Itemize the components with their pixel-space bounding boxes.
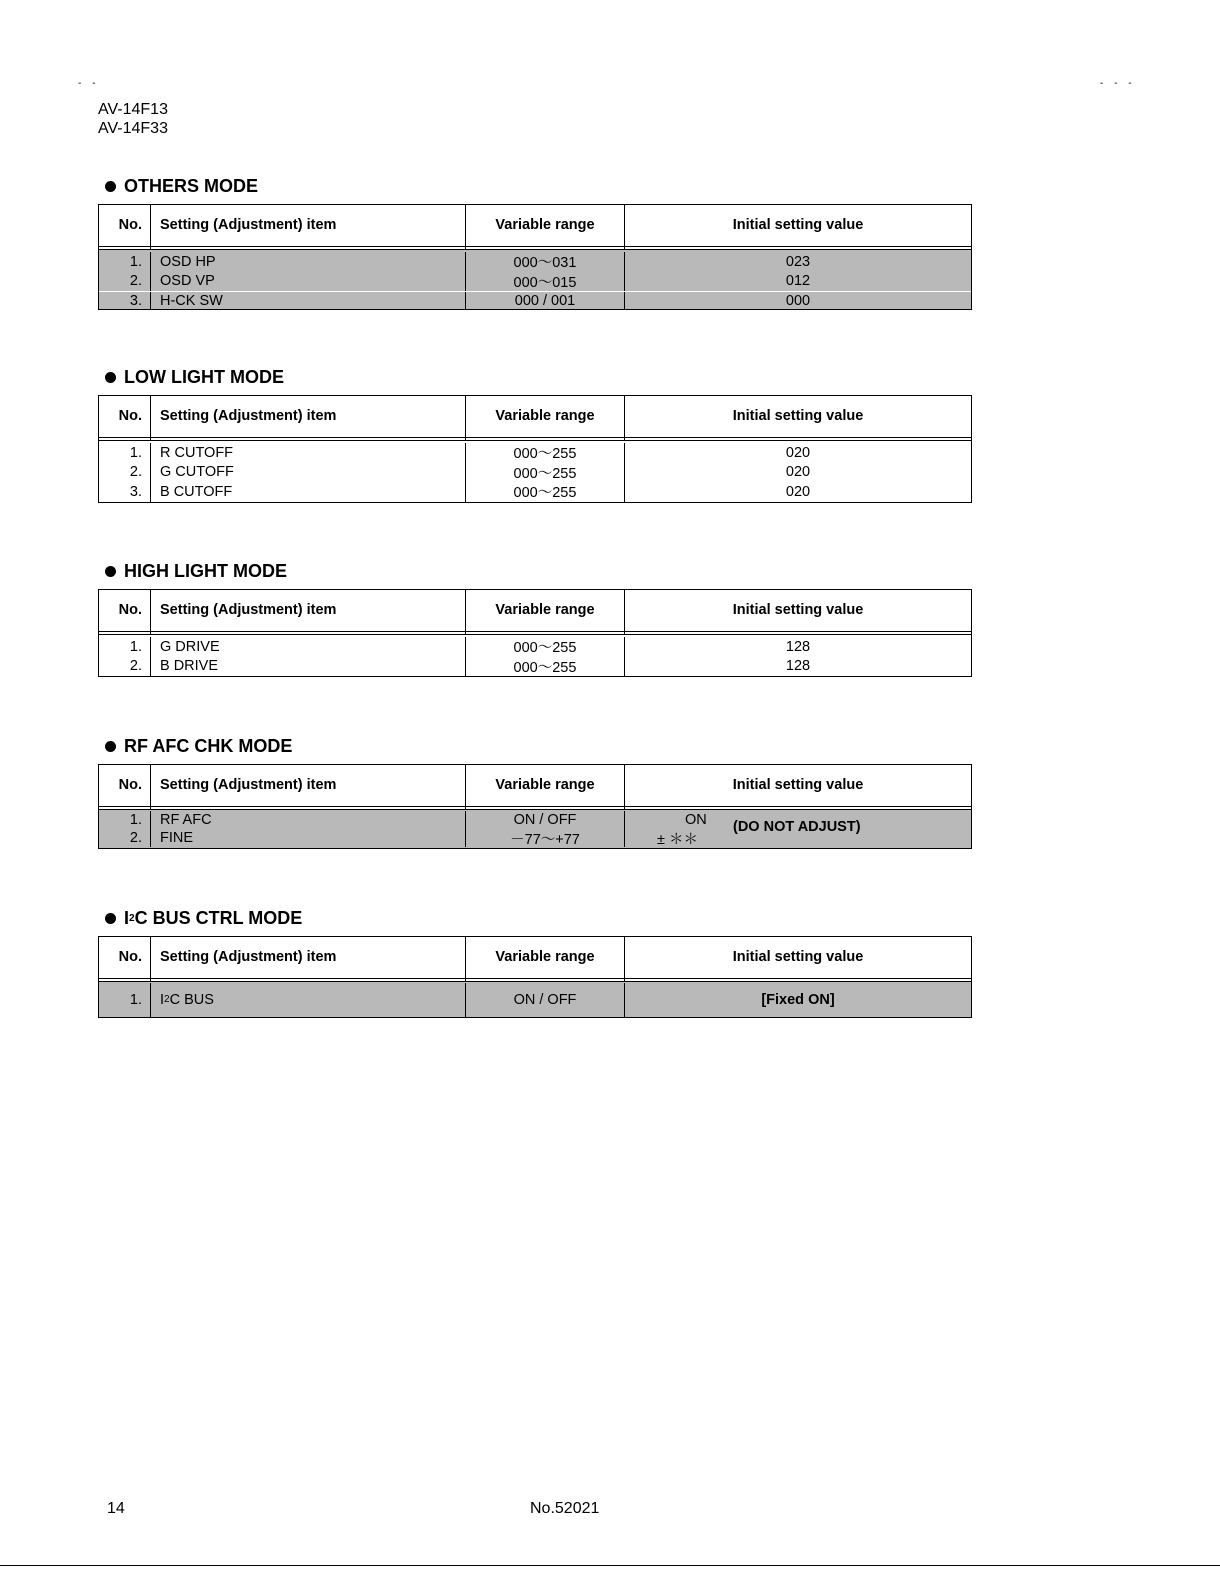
header-initial: Initial setting value xyxy=(732,602,864,618)
header-no: No. xyxy=(99,590,151,634)
row-range: 000～255 xyxy=(466,443,625,463)
table-row xyxy=(99,983,971,1017)
table-body xyxy=(99,250,971,309)
row-no: 1. xyxy=(99,637,151,657)
i2c-bus-ctrl-mode-table xyxy=(98,936,972,1018)
header-item: Setting (Adjustment) item xyxy=(151,396,466,440)
do-not-adjust-note: (DO NOT ADJUST) xyxy=(733,819,861,835)
row-item: RF AFC xyxy=(151,811,466,829)
page-number: 14 xyxy=(107,1500,125,1517)
row-item: OSD HP xyxy=(151,252,466,272)
bullet-icon xyxy=(105,913,116,924)
row-initial: 012 xyxy=(785,273,811,290)
table-header xyxy=(99,205,971,250)
table-body xyxy=(99,635,971,676)
row-range: 000～255 xyxy=(466,637,625,657)
row-range: ON / OFF xyxy=(466,983,625,1017)
model-number-1: AV-14F13 xyxy=(98,101,168,118)
bottom-rule xyxy=(0,1565,1220,1566)
bullet-icon xyxy=(105,566,116,577)
table-header xyxy=(99,937,971,982)
header-no: No. xyxy=(99,937,151,981)
row-initial: 128 xyxy=(785,658,811,675)
row-no: 1. xyxy=(99,252,151,272)
row-initial: 000 xyxy=(785,292,811,309)
row-initial: ± ＊＊ xyxy=(657,831,698,848)
row-range: 000～255 xyxy=(466,657,625,677)
row-range: 000～015 xyxy=(466,272,625,292)
header-no: No. xyxy=(99,765,151,809)
row-item: B DRIVE xyxy=(151,657,466,677)
header-initial: Initial setting value xyxy=(732,217,864,233)
table-header xyxy=(99,396,971,441)
table-body xyxy=(99,810,971,848)
header-range: Variable range xyxy=(466,765,625,809)
row-no: 1. xyxy=(99,811,151,829)
row-item: FINE xyxy=(151,829,466,847)
table-header xyxy=(99,765,971,810)
table-body xyxy=(99,441,971,502)
row-range: 000～031 xyxy=(466,252,625,272)
section-title-others: OTHERS MODE xyxy=(105,176,258,197)
row-no: 1. xyxy=(99,443,151,463)
rf-afc-chk-mode-table xyxy=(98,764,972,849)
table-row xyxy=(99,291,971,309)
header-range: Variable range xyxy=(466,937,625,981)
row-range: －77～+77 xyxy=(466,829,625,847)
crop-mark-right: - - - xyxy=(1100,78,1136,89)
row-item: R CUTOFF xyxy=(151,443,466,463)
row-initial: [Fixed ON] xyxy=(761,992,835,1008)
header-item: Setting (Adjustment) item xyxy=(151,205,466,249)
row-item: B CUTOFF xyxy=(151,482,466,502)
row-range: 000～255 xyxy=(466,482,625,502)
header-range: Variable range xyxy=(466,205,625,249)
row-no: 3. xyxy=(99,292,151,309)
row-no: 3. xyxy=(99,482,151,502)
crop-mark-left: - - xyxy=(78,78,100,89)
row-item: I 2 C BUS xyxy=(151,983,466,1017)
bullet-icon xyxy=(105,741,116,752)
document-number: No.52021 xyxy=(530,1500,600,1517)
table-row xyxy=(99,252,971,272)
row-initial: 020 xyxy=(785,464,811,481)
row-no: 2. xyxy=(99,463,151,483)
header-no: No. xyxy=(99,205,151,249)
table-row xyxy=(99,443,971,463)
row-item: H-CK SW xyxy=(151,292,466,309)
header-range: Variable range xyxy=(466,396,625,440)
header-initial: Initial setting value xyxy=(732,777,864,793)
high-light-mode-table xyxy=(98,589,972,677)
row-range: 000～255 xyxy=(466,463,625,483)
header-no: No. xyxy=(99,396,151,440)
bullet-icon xyxy=(105,181,116,192)
row-range: 000 / 001 xyxy=(466,292,625,309)
row-item: G CUTOFF xyxy=(151,463,466,483)
header-item: Setting (Adjustment) item xyxy=(151,765,466,809)
row-initial: 023 xyxy=(785,253,811,270)
header-initial: Initial setting value xyxy=(732,949,864,965)
table-body xyxy=(99,982,971,1017)
bullet-icon xyxy=(105,372,116,383)
row-initial: ON xyxy=(685,812,707,828)
row-no: 1. xyxy=(99,983,151,1017)
row-range: ON / OFF xyxy=(466,811,625,829)
section-title-i2c: I 2 C BUS CTRL MODE xyxy=(105,908,302,929)
row-item: OSD VP xyxy=(151,272,466,292)
low-light-mode-table xyxy=(98,395,972,503)
row-initial: 128 xyxy=(785,638,811,655)
model-number-2: AV-14F33 xyxy=(98,120,168,137)
section-title-low-light: LOW LIGHT MODE xyxy=(105,367,284,388)
table-row xyxy=(99,482,971,502)
header-item: Setting (Adjustment) item xyxy=(151,937,466,981)
table-header xyxy=(99,590,971,635)
row-initial: 020 xyxy=(785,483,811,500)
table-row xyxy=(99,463,971,483)
header-item: Setting (Adjustment) item xyxy=(151,590,466,634)
table-row xyxy=(99,637,971,657)
section-title-rf-afc: RF AFC CHK MODE xyxy=(105,736,292,757)
row-no: 2. xyxy=(99,272,151,292)
row-item: G DRIVE xyxy=(151,637,466,657)
section-title-high-light: HIGH LIGHT MODE xyxy=(105,561,287,582)
row-initial: 020 xyxy=(785,444,811,461)
table-row xyxy=(99,657,971,677)
header-initial: Initial setting value xyxy=(732,408,864,424)
others-mode-table xyxy=(98,204,972,310)
table-row xyxy=(99,272,971,292)
row-no: 2. xyxy=(99,829,151,847)
header-range: Variable range xyxy=(466,590,625,634)
row-no: 2. xyxy=(99,657,151,677)
